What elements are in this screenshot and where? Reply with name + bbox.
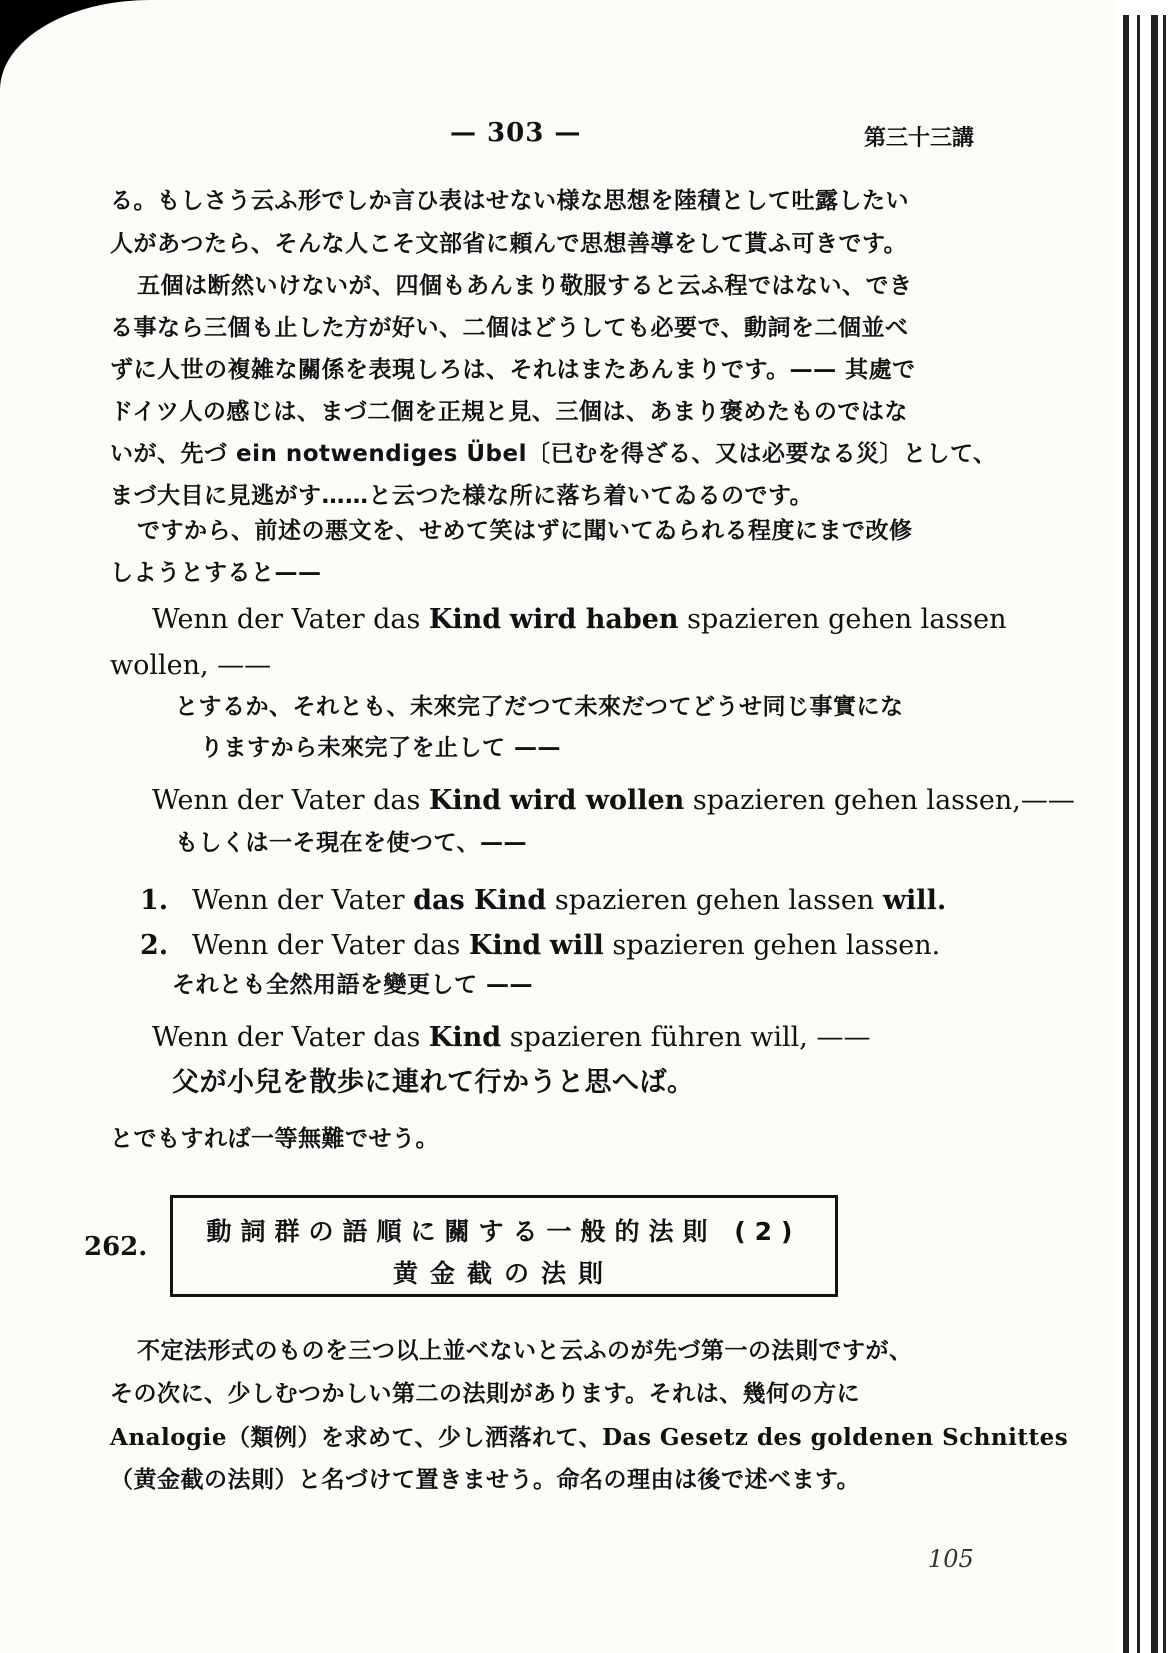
section-title: 動詞群の語順に關する一般的法則 (2)	[206, 1217, 802, 1246]
section-subtitle: 黄金截の法則	[392, 1259, 615, 1288]
section-title-box	[170, 1195, 838, 1297]
section-number: 262.	[84, 1232, 148, 1262]
body-line: ドイツ人の感じは、まづ二個を正規と見、三個は、あまり褒めたものではな	[110, 399, 908, 425]
body-line: （黄金截の法則）と名づけて置きませう。命名の理由は後で述べます。	[110, 1467, 861, 1493]
german-example-line: Wenn der Vater das Kind wird haben spazieren gehen lassen	[152, 604, 1007, 635]
body-line: まづ大目に見逃がす……と云つた様な所に落ち着いてゐるのです。	[110, 483, 814, 509]
item-number: 1.	[140, 885, 169, 916]
book-spine-edge	[1117, 0, 1169, 1653]
body-line: とでもすれば一等無難でせう。	[110, 1126, 439, 1152]
body-line: 人があつたら、そんな人こそ文部省に頼んで思想善導をして貰ふ可きです。	[110, 231, 908, 257]
body-line: しようとすると——	[110, 560, 322, 586]
german-example-line: Wenn der Vater das Kind will spazieren gehen lassen.	[192, 930, 941, 961]
body-line: Analogie（類例）を求めて、少し洒落れて、Das Gesetz des goldenen Schnittes	[110, 1424, 1069, 1451]
page-number: — 303 —	[450, 118, 582, 148]
german-example-line: Wenn der Vater das Kind spazieren führen will, ——	[152, 1022, 871, 1053]
german-example-line: Wenn der Vater das Kind spazieren gehen lassen will.	[192, 885, 947, 916]
body-line: ですから、前述の悪文を、せめて笑はずに聞いてゐられる程度にまで改修	[137, 518, 913, 544]
body-line: その次に、少しむつかしい第二の法則があります。それは、幾何の方に	[110, 1381, 861, 1407]
chapter-title: 第三十三講	[864, 126, 975, 151]
body-line: いが、先づ ein notwendiges Übel〔已むを得ざる、又は必要なる災〕として、	[110, 441, 997, 467]
note-line: もしくは一そ現在を使つて、——	[175, 830, 528, 856]
body-line: 不定法形式のものを三つ以上並べないと云ふのが先づ第一の法則ですが、	[137, 1338, 913, 1364]
running-header	[0, 118, 1169, 158]
note-line: それとも全然用語を變更して ——	[172, 972, 534, 998]
note-line: りますから未來完了を止して ——	[200, 735, 562, 761]
note-line: とするか、それとも、未來完了だつて未來だつてどうせ同じ事實にな	[175, 694, 904, 720]
body-line: 五個は断然いけないが、四個もあんまり敬服すると云ふ程ではない、でき	[137, 273, 913, 299]
folio-number: 105	[928, 1545, 974, 1573]
body-line: ずに人世の複雑な關係を表現しろは、それはまたあんまりです。—— 其處で	[110, 357, 916, 383]
item-number: 2.	[140, 930, 169, 961]
translation-line: 父が小兒を散歩に連れて行かうと思へば。	[172, 1067, 695, 1098]
body-line: る事なら三個も止した方が好い、二個はどうしても必要で、動詞を二個並べ	[110, 315, 909, 341]
german-example-line: Wenn der Vater das Kind wird wollen spazieren gehen lassen,——	[152, 785, 1075, 816]
body-line: る。もしさう云ふ形でしか言ひ表はせない様な思想を陸積として吐露したい	[110, 188, 909, 214]
german-example-line: wollen, ——	[110, 650, 272, 681]
